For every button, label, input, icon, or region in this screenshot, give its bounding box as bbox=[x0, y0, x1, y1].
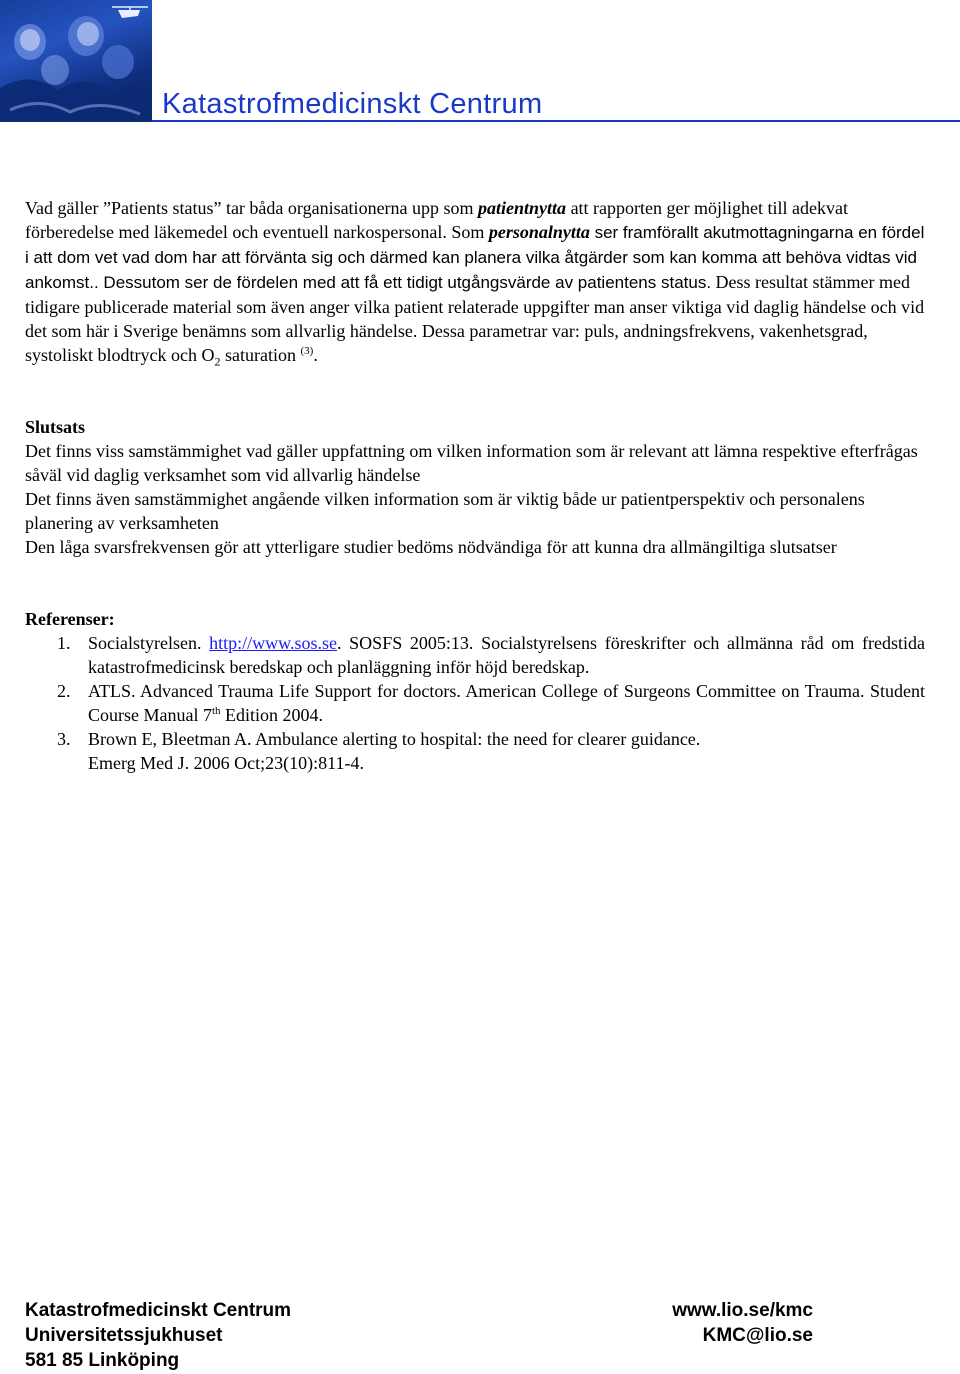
reference-item bbox=[25, 727, 925, 775]
reference-item bbox=[25, 631, 925, 679]
footer-email-link[interactable]: KMC@lio.se bbox=[702, 1325, 813, 1346]
reference-text: Edition 2004. bbox=[220, 705, 324, 725]
conclusion-line: Det finns även samstämmighet angående vilken information som är viktig både ur patientperspektiv och personalens planering av verksamheten bbox=[25, 489, 865, 533]
intro-text-4: Dess resultat stämmer med tidigare publicerade material som även anger vilka patient relaterade uppgifter man anser viktiga vid daglig händelse och vid det som här i Sverige benämns som allvarlig händelse. Dessa parametrar var: puls, andningsfrekvens, vakenhetsgrad, systoliskt blodtryck och O bbox=[25, 272, 925, 365]
references-section bbox=[25, 607, 925, 775]
reference-text: . SOSFS 2005:13. Socialstyrelsens föreskrifter och allmänna råd om fredstida katastrofmedicinsk beredskap och planläggning inför höjd beredskap. bbox=[88, 633, 925, 677]
references-heading: Referenser: bbox=[25, 609, 115, 629]
reference-text: Brown E, Bleetman A. Ambulance alerting to hospital: the need for clearer guidance. bbox=[88, 729, 701, 749]
intro-paragraph bbox=[25, 196, 925, 367]
reference-item bbox=[25, 679, 925, 727]
intro-emphasis-patientnytta: patientnytta bbox=[478, 198, 567, 218]
intro-emphasis-personalnytta: personalnytta bbox=[488, 222, 590, 242]
page-header bbox=[0, 0, 960, 130]
footer-address bbox=[25, 1298, 291, 1373]
intro-citation: (3) bbox=[300, 345, 314, 357]
reference-superscript: th bbox=[211, 705, 221, 717]
conclusion-line: Det finns viss samstämmighet vad gäller uppfattning om vilken information som är relevant att lämna respektive efterfrågas såväl vid daglig verksamhet som vid allvarlig händelse bbox=[25, 441, 918, 485]
medical-team-photo-icon bbox=[0, 0, 152, 122]
header-divider bbox=[152, 120, 960, 122]
site-title: Katastrofmedicinskt Centrum bbox=[162, 88, 543, 120]
intro-subscript: 2 bbox=[214, 354, 221, 369]
reference-text: ATLS. Advanced Trauma Life Support for doctors. American College of Surgeons Committee on Trauma. Student Course Manual 7 bbox=[88, 681, 925, 725]
footer-contact bbox=[672, 1298, 813, 1348]
intro-text-1: Vad gäller ”Patients status” tar båda organisationerna upp som bbox=[25, 198, 479, 218]
reference-number: 3. bbox=[57, 729, 71, 749]
references-list bbox=[25, 631, 925, 775]
footer-postal-address: 581 85 Linköping bbox=[25, 1350, 180, 1371]
footer-website-link[interactable]: www.lio.se/kmc bbox=[672, 1300, 813, 1321]
conclusion-heading: Slutsats bbox=[25, 417, 86, 437]
footer-hospital: Universitetssjukhuset bbox=[25, 1325, 223, 1346]
intro-text-5: saturation bbox=[220, 345, 301, 365]
reference-number: 2. bbox=[57, 681, 71, 701]
reference-number: 1. bbox=[57, 633, 71, 653]
document-body bbox=[25, 196, 925, 775]
reference-text: Socialstyrelsen. bbox=[88, 633, 210, 653]
intro-text-2: att rapporten ger möjlighet till adekvat förberedelse med läkemedel och eventuell narkospersonal. Som bbox=[25, 198, 848, 242]
intro-text-6: . bbox=[313, 345, 318, 365]
conclusion-section bbox=[25, 415, 925, 559]
reference-text: Emerg Med J. 2006 Oct;23(10):811-4. bbox=[88, 753, 364, 773]
footer-organization: Katastrofmedicinskt Centrum bbox=[25, 1300, 292, 1321]
logo-image bbox=[0, 0, 152, 122]
reference-link[interactable]: http://www.sos.se bbox=[209, 633, 337, 653]
conclusion-line: Den låga svarsfrekvensen gör att ytterligare studier bedöms nödvändiga för att kunna dra allmängiltiga slutsatser bbox=[25, 537, 837, 557]
intro-text-3: ser framförallt akutmottagningarna en fördel i att dom vet vad dom har att förvänta sig och därmed kan planera vilka åtgärder som kan komma att behöva vidtas vid ankomst.. Dessutom ser de fördelen med att få ett tidigt utgångsvärde av patientens status. bbox=[25, 223, 925, 292]
